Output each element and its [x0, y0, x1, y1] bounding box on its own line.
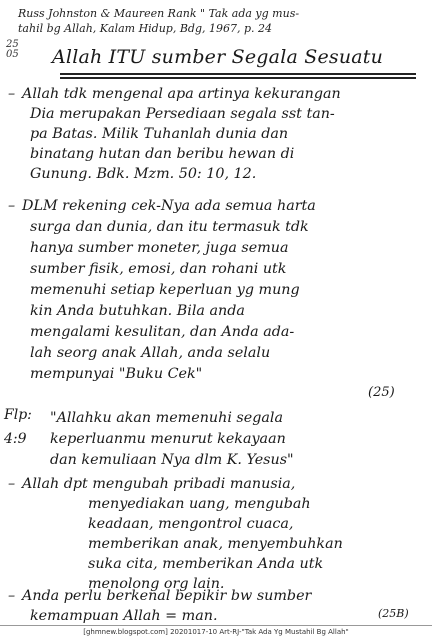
para4-line: keadaan, mengontrol cuaca, — [88, 516, 294, 532]
date-note — [6, 40, 19, 60]
para4-line: memberikan anak, menyembuhkan — [88, 536, 343, 552]
footer-divider — [0, 625, 432, 626]
para4-line: menolong org lain. — [88, 576, 225, 592]
para2-line: hanya sumber moneter, juga semua — [30, 240, 289, 256]
para1-line: Allah tdk mengenal apa artinya kekurangan — [22, 86, 341, 102]
para1-line: binatang hutan dan beribu hewan di — [30, 146, 295, 162]
para3-line: keperluanmu menurut kekayaan — [50, 431, 286, 447]
para3-line: dan kemuliaan Nya dlm K. Yesus" — [50, 452, 294, 468]
para1-line: pa Batas. Milik Tuhanlah dunia dan — [30, 126, 289, 142]
source-line-2: tahil bg Allah, Kalam Hidup, Bdg, 1967, p. 24 — [18, 22, 273, 35]
para2-line: surga dan dunia, dan itu termasuk tdk — [30, 219, 309, 235]
paragraph-2: – DLM rekening cek-Nya ada semua harta surga dan dunia, dan itu termasuk tdk hanya sumber moneter, juga semua sumber fisik, emosi, dan rohani utk memenuhi setiap keperluan yg mung kin Anda butuhkan. Bila anda mengalami kesulitan, dan Anda ada- lah seorg anak Allah, anda selalu mempunyai "Buku Cek" — [8, 196, 426, 385]
para2-line: memenuhi setiap keperluan yg mung — [30, 282, 300, 298]
para4-line: Allah dpt mengubah pribadi manusia, — [22, 476, 296, 492]
para1-line: Dia merupakan Persediaan segala sst tan- — [30, 106, 335, 122]
para2-line: kin Anda butuhkan. Bila anda — [30, 303, 245, 319]
para2-line: sumber fisik, emosi, dan rohani utk — [30, 261, 287, 277]
para2-line: lah seorg anak Allah, anda selalu — [30, 345, 271, 361]
para2-line: DLM rekening cek-Nya ada semua harta — [22, 198, 316, 214]
para5-line: kemampuan Allah = man. — [30, 608, 218, 624]
para2-line: mempunyai "Buku Cek" — [30, 366, 203, 382]
para5-line: Anda perlu berkenal bepikir bw sumber — [22, 588, 312, 604]
paragraph-4: – Allah dpt mengubah pribadi manusia, menyediakan uang, mengubah keadaan, mengontrol cuaca, memberikan anak, menyembuhkan suka cita, memberikan Anda utk menolong org lain. — [8, 474, 426, 594]
page-title: Allah ITU sumber Segala Sesuatu — [52, 46, 384, 68]
title-block — [52, 46, 422, 68]
paragraph-3 — [50, 408, 426, 471]
source-citation — [18, 6, 418, 36]
para4-line: suka cita, memberikan Anda utk — [88, 556, 324, 572]
title-underline-2 — [60, 77, 416, 79]
date-note-bottom: 05 — [6, 49, 19, 60]
verse-label-ref: 4:9 — [4, 431, 27, 447]
footer-caption: [ghmnew.blogspot.com] 20201017-10 Art-RJ-"Tak Ada Yg Mustahil Bg Allah" — [83, 628, 349, 636]
paragraph-1: – Allah tdk mengenal apa artinya kekurangan Dia merupakan Persediaan segala sst tan- pa Batas. Milik Tuhanlah dunia dan binatang hutan dan beribu hewan di Gunung. Bdk. Mzm. 50: 10, 12. — [8, 84, 426, 184]
title-underline-1 — [60, 73, 416, 75]
source-line-1: Russ Johnston & Maureen Rank " Tak ada yg mus- — [18, 7, 300, 20]
para3-line: "Allahku akan memenuhi segala — [50, 410, 284, 426]
page-reference-2: (25B) — [378, 607, 409, 620]
para1-line: Gunung. Bdk. Mzm. 50: 10, 12. — [30, 166, 257, 182]
date-note-top: 25 — [6, 39, 19, 50]
para2-line: mengalami kesulitan, dan Anda ada- — [30, 324, 295, 340]
paragraph-5: – Anda perlu berkenal bepikir bw sumber kemampuan Allah = man. — [8, 586, 426, 626]
page-reference-1: (25) — [368, 385, 395, 400]
para4-line: menyediakan uang, mengubah — [88, 496, 311, 512]
verse-label-book: Flp: — [4, 407, 32, 423]
